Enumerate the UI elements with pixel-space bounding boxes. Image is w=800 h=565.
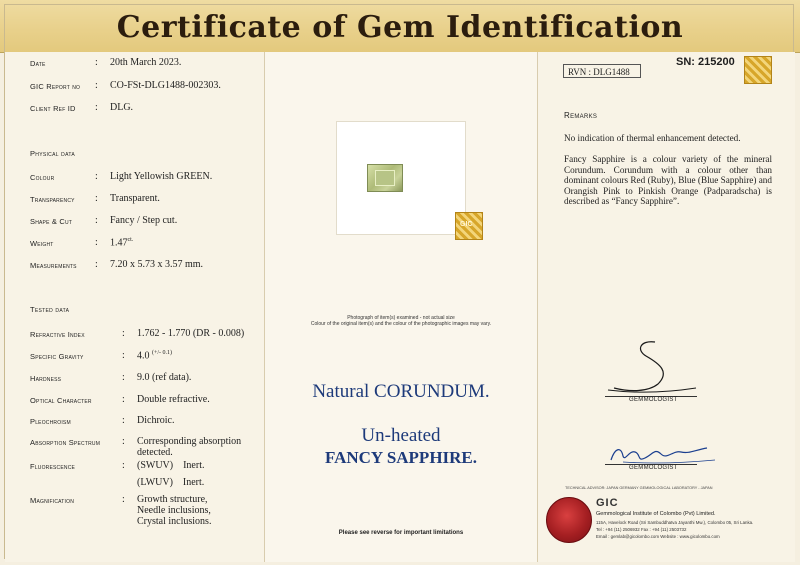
certificate-title: Certificate of Gem Identification: [116, 10, 684, 45]
colon: :: [122, 494, 125, 505]
gic-address: 115A, Havelock Road (Sri Sambuddhatva Jayanthi Mw.), Colombo 05, Sri Lanka.: [596, 520, 754, 525]
gemmologist-signature-2: [603, 442, 723, 466]
technical-advisor: TECHNICAL ADVISOR: JAPAN GERMANY GEMMOLOGICAL LABORATORY - JAPAN: [565, 486, 713, 490]
sg-number: 4.0: [137, 350, 150, 362]
identification: Natural CORUNDUM.: [312, 381, 490, 402]
colon: :: [95, 171, 98, 182]
colon: :: [122, 328, 125, 339]
treatment: Un-heated: [361, 425, 441, 446]
pleochroism-value: Dichroic.: [137, 415, 175, 426]
transparency-value: Transparent.: [110, 193, 160, 204]
optical-label: Optical Character: [30, 396, 92, 405]
hologram-seal-top: [744, 56, 772, 84]
colon: :: [95, 80, 98, 91]
shape-cut-label: Shape & Cut: [30, 217, 73, 226]
variety: FANCY SAPPHIRE.: [324, 448, 478, 467]
colon: :: [95, 259, 98, 270]
weight-value: [110, 237, 133, 248]
gic-web: Email : gemlab@gicolombo.com Website : www.gicolombo.com: [596, 534, 720, 539]
weight-label: Weight: [30, 239, 54, 248]
shape-cut-value: Fancy / Step cut.: [110, 215, 178, 226]
gic-phone: Tel : +94 (11) 2506932 Fax : +94 (11) 2503732: [596, 527, 687, 532]
hologram-text: GIC: [460, 221, 473, 228]
gemstone-photo: [367, 164, 403, 192]
absorption-value: Corresponding absorption: [137, 436, 242, 447]
colon: :: [95, 237, 98, 248]
client-ref-value: DLG.: [110, 102, 134, 113]
gemmologist-signature-1: [600, 336, 700, 396]
colon: :: [95, 102, 98, 113]
sg-tolerance: (+/- 0.1): [152, 350, 173, 356]
magnification-value: Growth structure,: [137, 494, 208, 505]
reverse-note: Please see reverse for important limitations: [338, 530, 464, 536]
date-label: Date: [30, 59, 46, 68]
photo-disclaimer-2: Colour of the original item(s) and the colour of the photographic images may vary.: [310, 321, 492, 327]
gemmologist-label-1: GEMMOLOGIST: [629, 397, 678, 403]
remark-2: Fancy Sapphire is a colour variety of the mineral Corundum. Corundum with a colour other than dominant colours Red (Ruby), Blue (Blue Sapphire) and Orangish Pink to Pinkish Orange (Padparadscha) is described as “Fancy Sapphire”.: [564, 154, 772, 206]
physical-heading: Physical data: [30, 149, 75, 158]
measurements-value: 7.20 x 5.73 x 3.57 mm.: [110, 259, 204, 270]
colon: :: [122, 460, 125, 471]
magnification-value-3: Crystal inclusions.: [137, 516, 212, 527]
ri-label: Refractive Index: [30, 330, 85, 339]
client-ref-label: Client Ref ID: [30, 104, 76, 113]
gemstone-table-facet: [375, 170, 395, 186]
hologram-seal: [455, 212, 483, 240]
fluorescence-label: Fluorescence: [30, 462, 76, 471]
colon: :: [122, 350, 125, 361]
colon: :: [122, 394, 125, 405]
fluorescence-lw-value: (LWUV) Inert.: [137, 477, 205, 488]
colon: :: [95, 57, 98, 68]
pleochroism-label: Pleochroism: [30, 417, 71, 426]
date-value: 20th March 2023.: [110, 57, 182, 68]
gic-logo: GIC: [596, 497, 619, 509]
photo-disclaimer-1: Photograph of item(s) examined - not actual size: [347, 315, 455, 321]
absorption-value-2: detected.: [137, 447, 173, 458]
optical-value: Double refractive.: [137, 394, 210, 405]
report-no-value: CO-FSt-DLG1488-002303.: [110, 80, 221, 91]
measurements-label: Measurements: [30, 261, 77, 270]
remarks-heading: Remarks: [564, 111, 598, 120]
hardness-label: Hardness: [30, 374, 62, 383]
remark-1: No indication of thermal enhancement detected.: [564, 133, 741, 143]
magnification-label: Magnification: [30, 496, 75, 505]
tested-heading: Tested data: [30, 305, 70, 314]
ri-value: 1.762 - 1.770 (DR - 0.008): [137, 328, 245, 339]
colon: :: [122, 436, 125, 447]
absorption-label: Absorption Spectrum: [30, 438, 101, 447]
fluorescence-sw-value: (SWUV) Inert.: [137, 460, 205, 471]
weight-unit: ct.: [127, 237, 134, 243]
rvn-box: RVN : DLG1488: [563, 64, 641, 78]
colon: :: [95, 193, 98, 204]
sg-value: [137, 350, 172, 361]
weight-number: 1.47: [110, 237, 128, 249]
colon: :: [122, 415, 125, 426]
colour-value: Light Yellowish GREEN.: [110, 171, 213, 182]
gemmologist-label-2: GEMMOLOGIST: [629, 465, 678, 471]
colon: :: [122, 372, 125, 383]
colon: :: [95, 215, 98, 226]
magnification-value-2: Needle inclusions,: [137, 505, 211, 516]
report-no-label: GIC Report no: [30, 82, 81, 91]
transparency-label: Transparency: [30, 195, 75, 204]
sg-label: Specific Gravity: [30, 352, 84, 361]
wax-seal: [546, 497, 592, 543]
gic-name: Gemmological Institute of Colombo (Pvt) Limited.: [596, 511, 716, 517]
serial-number: SN: 215200: [676, 56, 735, 68]
hardness-value: 9.0 (ref data).: [137, 372, 192, 383]
colour-label: Colour: [30, 173, 55, 182]
